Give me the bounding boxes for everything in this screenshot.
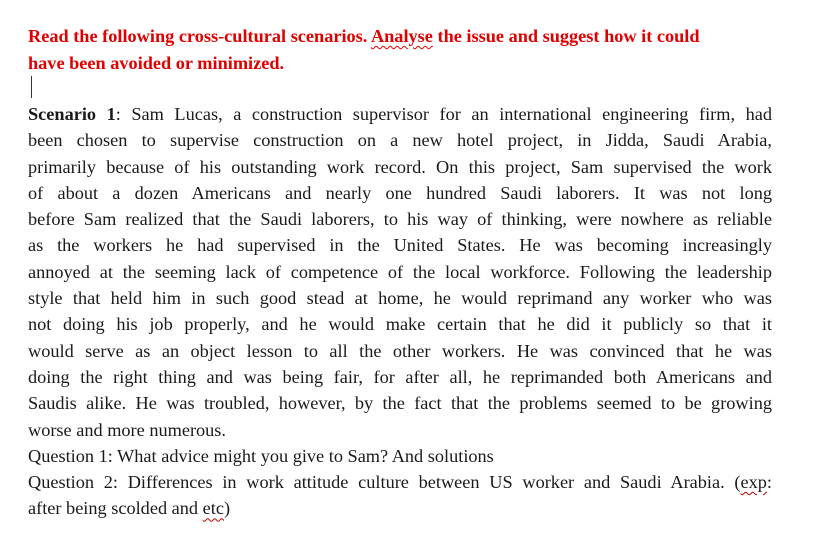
- scenario-line: not doing his job properly, and he would make certain that he did it publicly so that it: [28, 314, 772, 335]
- scenario-label: Scenario 1: [28, 104, 116, 124]
- spellcheck-word[interactable]: Analyse: [370, 26, 433, 46]
- heading-line-1: [28, 23, 773, 50]
- scenario-line: annoyed at the seeming lack of competence of the local workforce. Following the leadership: [28, 261, 772, 282]
- heading-text: the issue and suggest how it could: [432, 26, 700, 46]
- scenario-line: doing the right thing and was being fair, for after all, he reprimanded both Americans and: [28, 366, 772, 387]
- scenario-line: [28, 101, 772, 127]
- spellcheck-word[interactable]: exp: [740, 472, 767, 493]
- instruction-heading: [28, 23, 773, 77]
- spellcheck-word[interactable]: etc: [202, 498, 224, 519]
- scenario-line: been chosen to supervise construction on a new hotel project, in Jidda, Saudi Arabia,: [28, 130, 772, 151]
- heading-line-2: have been avoided or minimized.: [28, 53, 285, 73]
- scenario-line: as the workers he had supervised in the United States. He was becoming increasingly: [28, 235, 772, 256]
- question-2-line-2: [28, 495, 772, 521]
- question-2: [28, 469, 772, 495]
- question-2-text: after being scolded and: [28, 498, 203, 519]
- scenario-body: [28, 101, 772, 522]
- scenario-text: : Sam Lucas, a construction supervisor for an international engineering firm, had: [115, 104, 772, 124]
- scenario-line: primarily because of his outstanding work record. On this project, Sam supervised the work: [28, 156, 772, 177]
- text-cursor: [31, 76, 32, 98]
- scenario-line: of about a dozen Americans and nearly one hundred Saudi laborers. It was not long: [28, 182, 772, 203]
- scenario-line: before Sam realized that the Saudi laborers, to his way of thinking, were nowhere as reliable: [28, 209, 772, 230]
- scenario-line: style that held him in such good stead at home, he would reprimand any worker who was: [28, 288, 772, 309]
- scenario-line: would serve as an object lesson to all the other workers. He was convinced that he was: [28, 340, 772, 361]
- question-2-text: Question 2: Differences in work attitude culture between US worker and Saudi Arabia. (: [28, 472, 741, 493]
- scenario-line: worse and more numerous.: [28, 419, 226, 440]
- scenario-line: Saudis alike. He was troubled, however, by the fact that the problems seemed to be growing: [28, 393, 772, 414]
- question-2-text: :: [766, 472, 772, 493]
- heading-text: Read the following cross-cultural scenarios.: [28, 26, 371, 46]
- question-1: Question 1: What advice might you give to Sam? And solutions: [28, 445, 494, 466]
- question-2-text: ): [223, 498, 231, 519]
